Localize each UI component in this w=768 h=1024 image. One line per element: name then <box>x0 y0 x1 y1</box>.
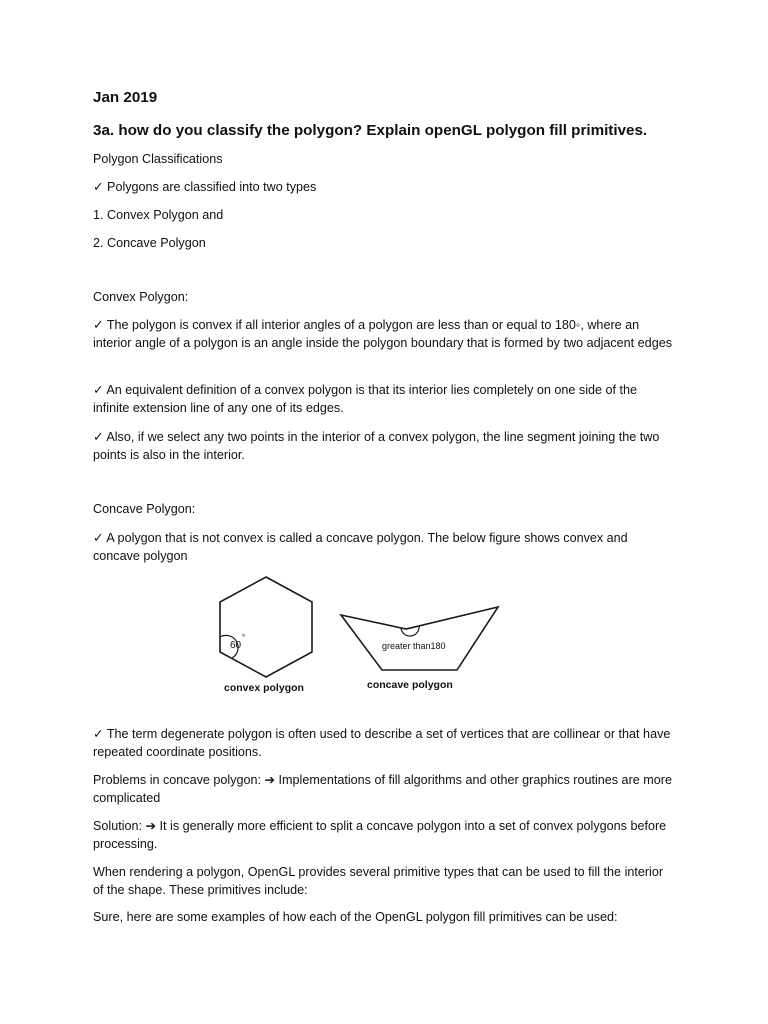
rendering-text: When rendering a polygon, OpenGL provides several primitive types that can be used to fill the interior of the shape. These primitives include: <box>93 865 664 897</box>
concave-point: ✓ A polygon that is not convex is called a concave polygon. The below figure shows convex and concave polygon <box>93 531 628 563</box>
reflex-angle-label: greater than180 <box>382 641 446 651</box>
concave-polygon-shape <box>341 607 498 670</box>
types-line: ✓ Polygons are classified into two types <box>93 180 317 194</box>
date-heading: Jan 2019 <box>93 89 158 106</box>
concave-caption: concave polygon <box>367 679 453 691</box>
classification-title: Polygon Classifications <box>93 152 223 166</box>
angle-degree-mark: ° <box>242 633 246 642</box>
solution-text: Solution: ➔ It is generally more efficient to split a concave polygon into a set of convex polygons before processing. <box>93 819 667 851</box>
concave-title: Concave Polygon: <box>93 502 196 516</box>
type-2-line: 2. Concave Polygon <box>93 236 206 250</box>
convex-point-2: ✓ An equivalent definition of a convex polygon is that its interior lies completely on one side of the infinite extension line of any one of its edges. <box>93 383 638 415</box>
convex-point-3: ✓ Also, if we select any two points in the interior of a convex polygon, the line segment joining the two points is also in the interior. <box>93 430 660 462</box>
convex-caption: convex polygon <box>224 682 304 694</box>
type-1-line: 1. Convex Polygon and <box>93 208 224 222</box>
convex-title: Convex Polygon: <box>93 290 189 304</box>
polygon-figure <box>210 572 510 707</box>
angle-label: 60 <box>230 640 242 651</box>
examples-text: Sure, here are some examples of how each of the OpenGL polygon fill primitives can be used: <box>93 910 618 924</box>
convex-point-1: ✓ The polygon is convex if all interior angles of a polygon are less than or equal to 180◦, where an interior angle of a polygon is an angle inside the polygon boundary that is formed by two adjacent edges <box>93 318 672 350</box>
degenerate-text: ✓ The term degenerate polygon is often used to describe a set of vertices that are collinear or that have repeated coordinate positions. <box>93 727 671 759</box>
question-heading: 3a. how do you classify the polygon? Explain openGL polygon fill primitives. <box>93 122 648 139</box>
problems-text: Problems in concave polygon: ➔ Implementations of fill algorithms and other graphics routines are more complicated <box>93 773 672 805</box>
convex-hexagon-shape <box>220 577 312 677</box>
